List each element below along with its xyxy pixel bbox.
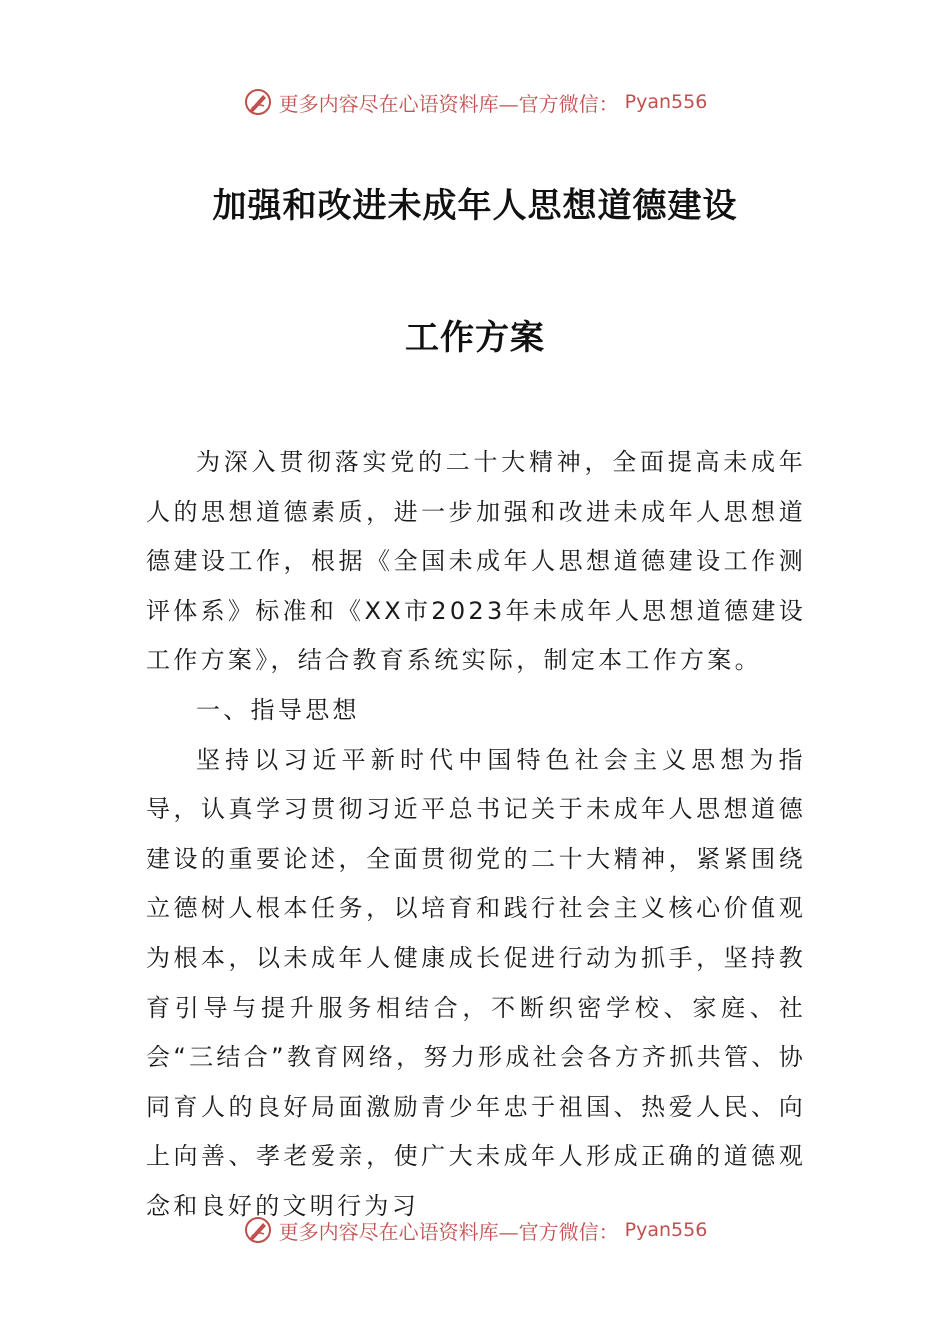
footer-watermark (0, 1210, 950, 1250)
document-title-line-1: 加强和改进未成年人思想道德建设 (212, 186, 738, 226)
document-body (146, 438, 806, 1232)
pen-logo-icon (243, 1215, 273, 1245)
document-title-line-2: 工作方案 (405, 318, 545, 358)
watermark-wechat-id: Pyan556 (624, 91, 708, 113)
paragraph-guiding-ideology: 坚持以习近平新时代中国特色社会主义思想为指导，认真学习贯彻习近平总书记关于未成年人思想道德建设的重要论述，全面贯彻党的二十大精神，紧紧围绕立德树人根本任务，以培育和践行社会主义核心价值观为根本，以未成年人健康成长促进行动为抓手，坚持教育引导与提升服务相结合，不断织密学校、家庭、社会“三结合”教育网络，努力形成社会各方齐抓共管、协同育人的良好局面激励青少年忠于祖国、热爱人民、向上向善、孝老爱亲，使广大未成年人形成正确的道德观念和良好的文明行为习 (146, 745, 806, 1220)
pen-logo-icon (243, 87, 273, 117)
paragraph-intro: 为深入贯彻落实党的二十大精神，全面提高未成年人的思想道德素质，进一步加强和改进未成年人思想道德建设工作，根据《全国未成年人思想道德建设工作测评体系》标准和《XX市2023年未成年人思想道德建设工作方案》，结合教育系统实际，制定本工作方案。 (146, 448, 806, 675)
header-watermark (0, 82, 950, 122)
watermark-wechat-id: Pyan556 (624, 1219, 708, 1241)
section-heading-guiding-ideology: 一、指导思想 (196, 695, 360, 724)
watermark-text: 更多内容尽在心语资料库—官方微信： (278, 1219, 619, 1244)
watermark-text: 更多内容尽在心语资料库—官方微信： (278, 91, 619, 116)
